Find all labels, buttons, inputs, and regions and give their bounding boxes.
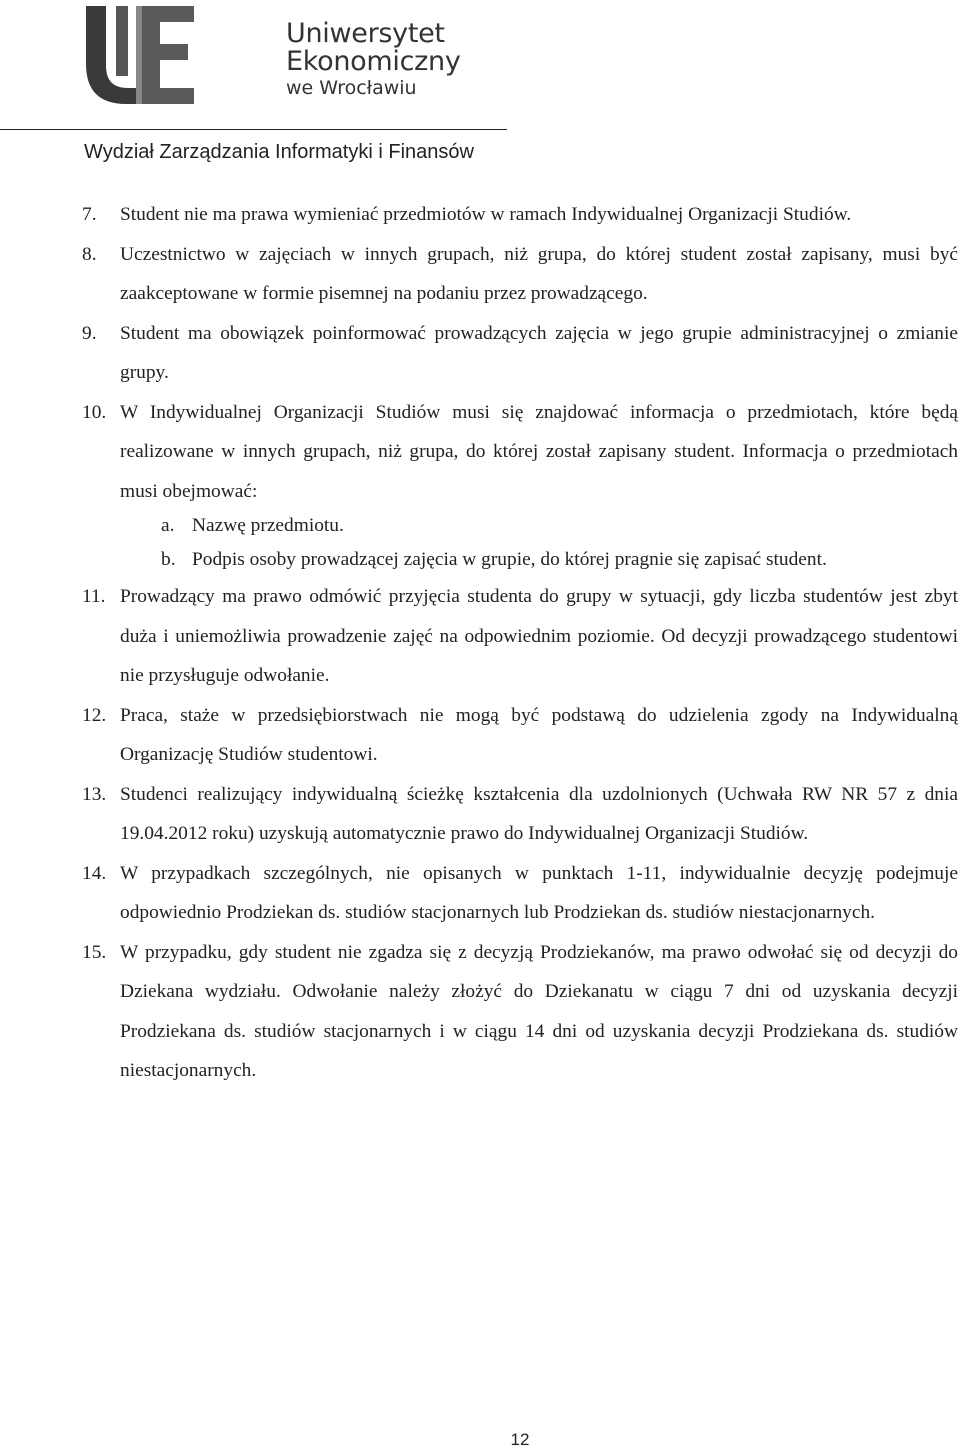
sub-item-letter: b. <box>161 549 176 570</box>
item-number: 13. <box>82 783 107 805</box>
list-item <box>82 854 958 933</box>
item-text: W przypadkach szczególnych, nie opisanych w punktach 1-11, indywidualnie decyzję podejmuje odpowiednio Prodziekan ds. studiów stacjonarnych lub Prodziekan ds. studiów niestacjonarnych. <box>120 862 958 923</box>
item-text: Prowadzący ma prawo odmówić przyjęcia studenta do grupy w sytuacji, gdy liczba studentów jest zbyt duża i uniemożliwia prowadzenie zajęć na odpowiednim poziomie. Od decyzji prowadzącego studentowi nie przysługuje odwołanie. <box>120 586 958 686</box>
list-item <box>82 933 958 1091</box>
item-number: 15. <box>82 941 107 963</box>
sub-list-item <box>161 509 958 543</box>
page-number: 12 <box>510 1430 530 1449</box>
list-item <box>82 314 958 393</box>
item-number: 10. <box>82 401 107 423</box>
list-item <box>82 577 958 696</box>
sub-list <box>120 509 958 577</box>
faculty-name: Wydział Zarządzania Informatyki i Finansów <box>84 141 474 163</box>
logo-city: we Wrocławiu <box>286 76 417 99</box>
university-logo <box>82 4 522 108</box>
list-item <box>82 696 958 775</box>
list-item <box>82 195 958 235</box>
item-number: 12. <box>82 704 107 726</box>
sub-item-letter: a. <box>161 515 175 536</box>
list-item <box>82 393 958 578</box>
header-divider <box>0 129 507 130</box>
ue-logo-icon <box>82 4 202 108</box>
list-item <box>82 775 958 854</box>
item-text: W przypadku, gdy student nie zgadza się z decyzją Prodziekanów, ma prawo odwołać się od decyzji do Dziekana wydziału. Odwołanie należy złożyć do Dziekanatu w ciągu 7 dni od uzyskania decyzji Prodziekana ds. studiów stacjonarnych i w ciągu 14 dni od uzyskania decyzji Prodziekana ds. studiów niestacjonarnych. <box>120 941 958 1081</box>
item-number: 8. <box>82 243 97 265</box>
item-text: Praca, staże w przedsiębiorstwach nie mogą być podstawą do udzielenia zgody na Indywidualną Organizację Studiów studentowi. <box>120 704 958 765</box>
sub-item-text: Podpis osoby prowadzącej zajęcia w grupie, do której pragnie się zapisać student. <box>192 549 827 570</box>
item-text: Student ma obowiązek poinformować prowadzących zajęcia w jego grupie administracyjnej o zmianie grupy. <box>120 322 958 383</box>
item-text: W Indywidualnej Organizacji Studiów musi się znajdować informacja o przedmiotach, które będą realizowane w innych grupach, niż grupa, do której został zapisany student. Informacja o przedmiotach musi obejmować: <box>120 401 958 502</box>
regulations-list <box>82 195 958 1091</box>
sub-list-item <box>161 543 958 577</box>
item-number: 11. <box>82 586 106 607</box>
item-number: 9. <box>82 322 97 344</box>
item-text: Studenci realizujący indywidualną ścieżkę kształcenia dla uzdolnionych (Uchwała RW NR 57 z dnia 19.04.2012 roku) uzyskują automatycznie prawo do Indywidualnej Organizacji Studiów. <box>120 783 958 844</box>
list-item <box>82 235 958 314</box>
item-text: Student nie ma prawa wymieniać przedmiotów w ramach Indywidualnej Organizacji Studiów. <box>120 204 852 225</box>
logo-university-name: Uniwersytet Ekonomiczny <box>286 18 461 78</box>
item-number: 7. <box>82 204 97 225</box>
item-number: 14. <box>82 862 107 884</box>
sub-item-text: Nazwę przedmiotu. <box>192 515 344 536</box>
item-text: Uczestnictwo w zajęciach w innych grupach, niż grupa, do której student został zapisany, musi być zaakceptowane w formie pisemnej na podaniu przez prowadzącego. <box>120 243 958 304</box>
